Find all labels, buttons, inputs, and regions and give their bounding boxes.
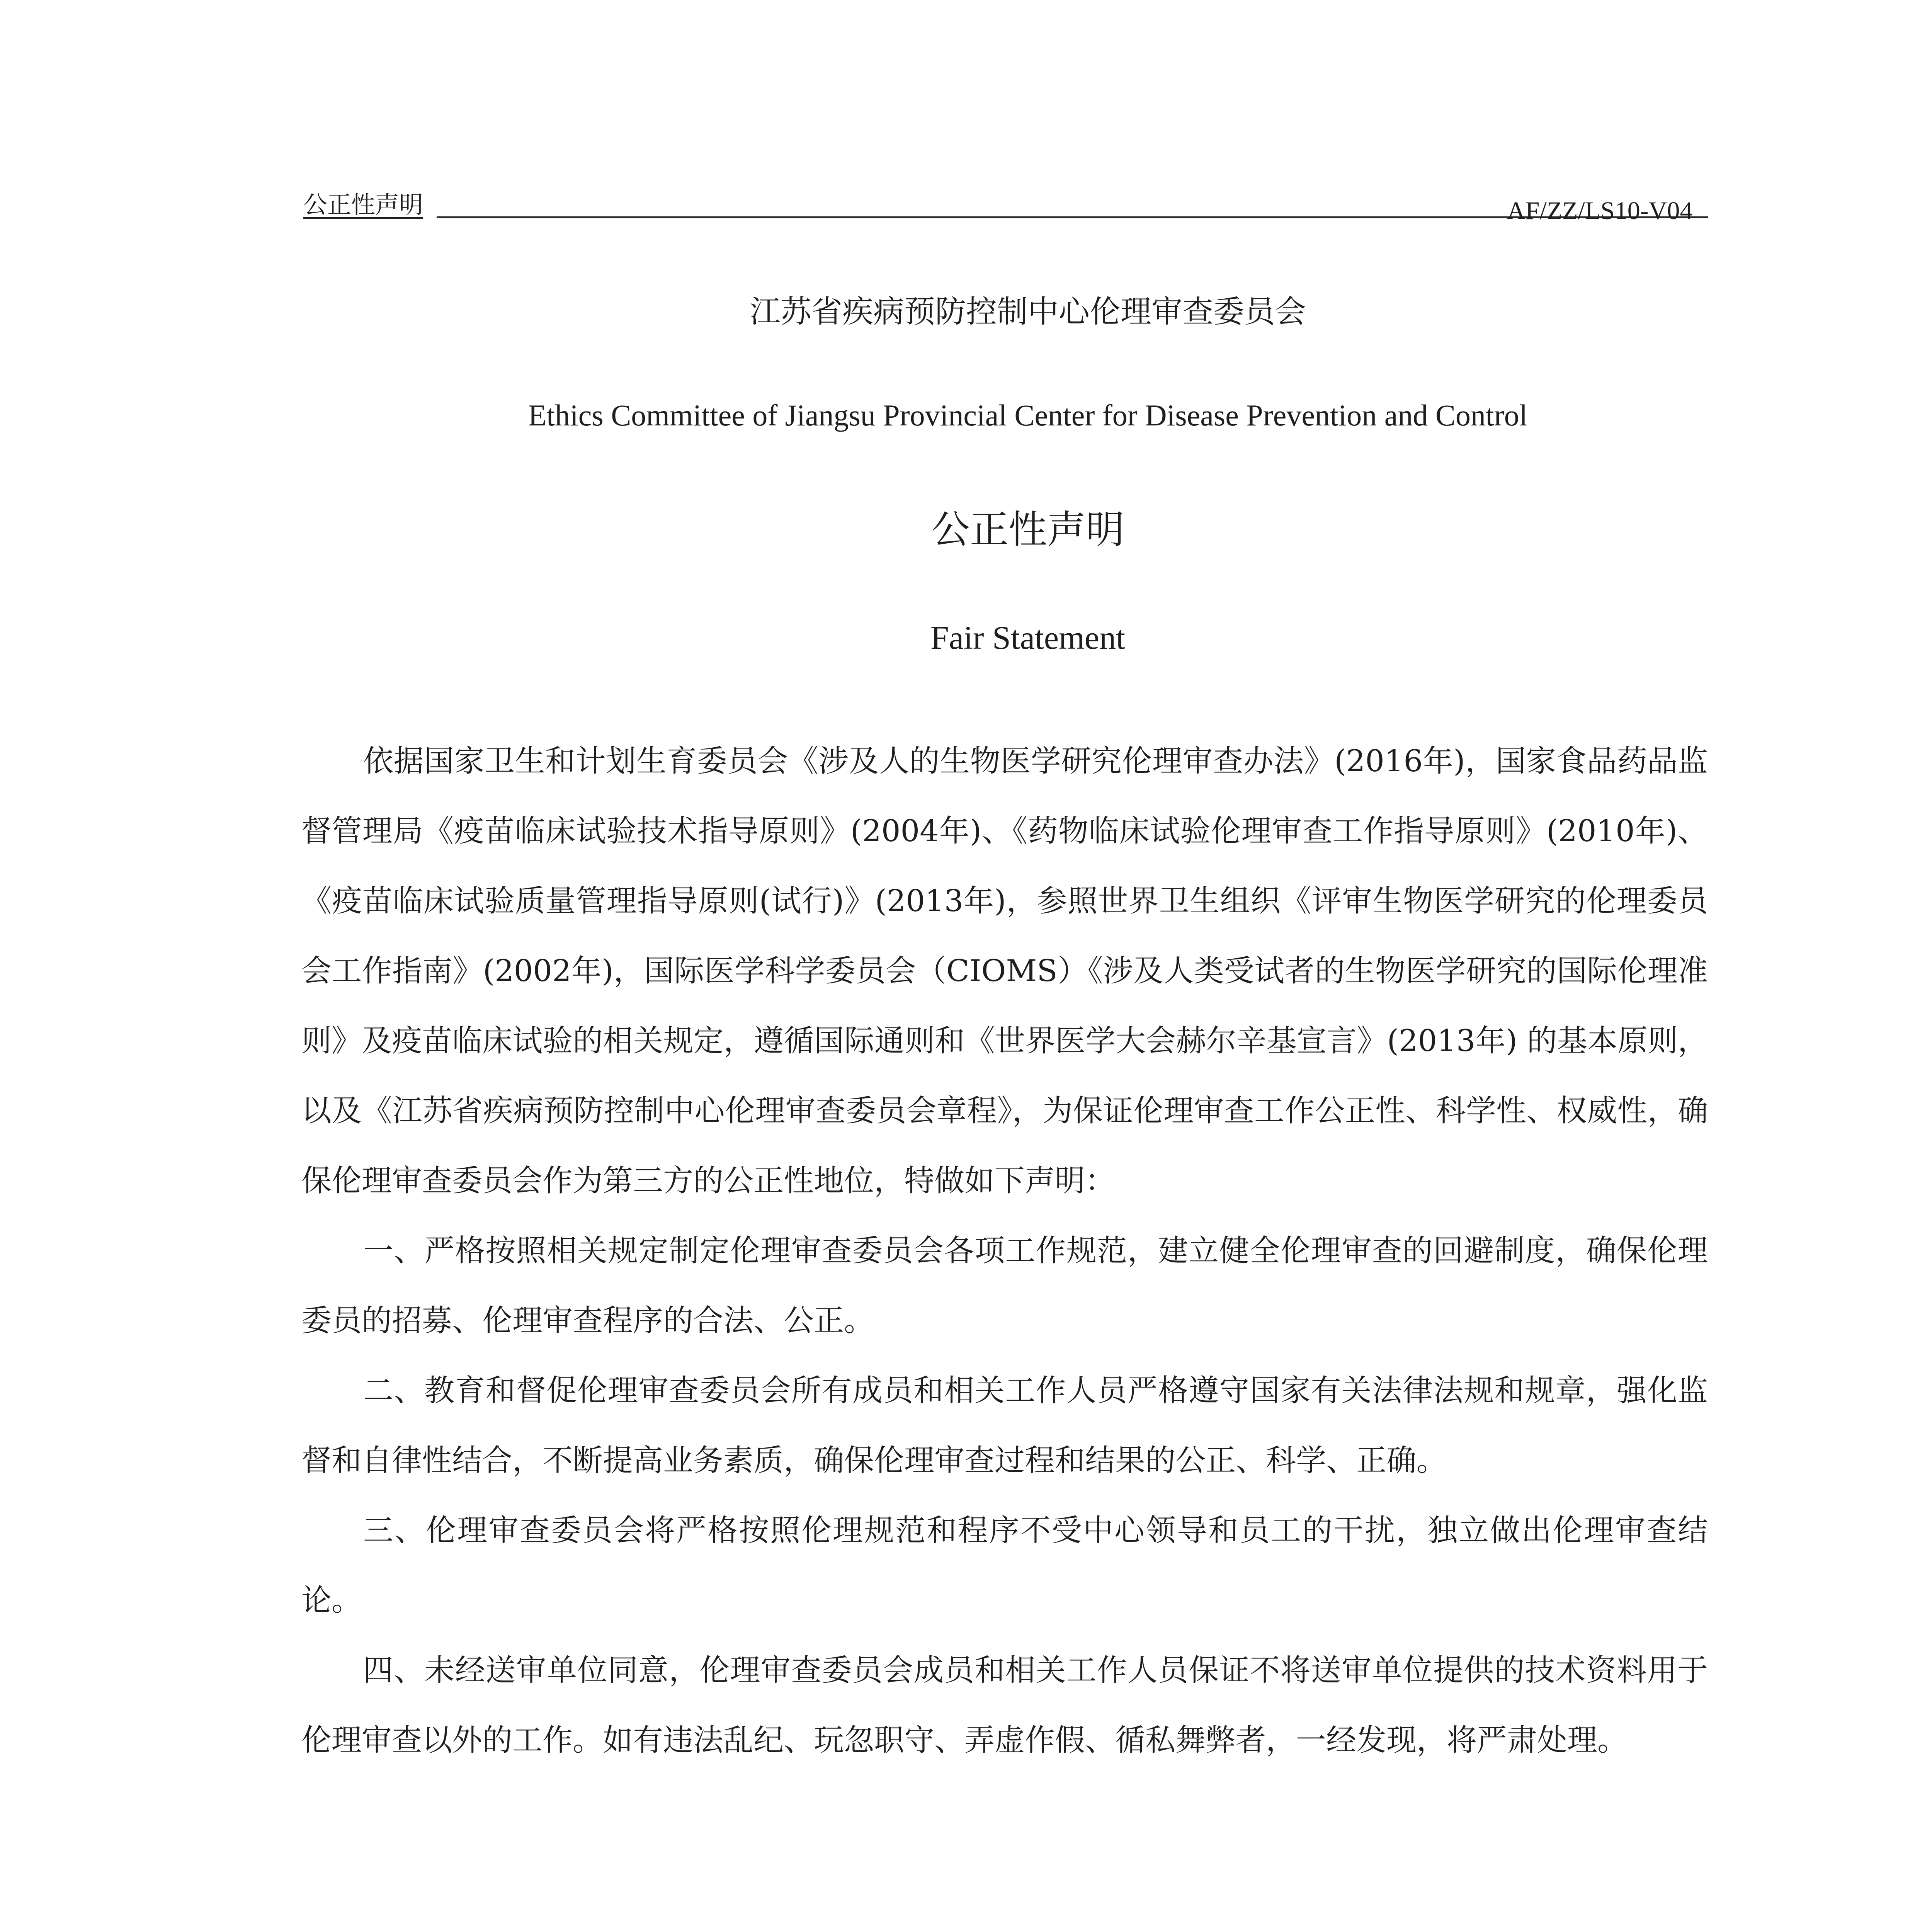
- paragraph-item-1: 一、严格按照相关规定制定伦理审查委员会各项工作规范，建立健全伦理审查的回避制度，确保伦理委员的招募、伦理审查程序的合法、公正。: [301, 1233, 1708, 1338]
- page-title-cn: 公正性声明: [931, 507, 1124, 552]
- header-doc-code: AF/ZZ/LS10-V04: [1507, 197, 1693, 225]
- header-doc-label: 公正性声明: [303, 190, 423, 219]
- paragraph-basis: 依据国家卫生和计划生育委员会《涉及人的生物医学研究伦理审查办法》(2016年)，国家食品药品监督管理局《疫苗临床试验技术指导原则》(2004年)、《药物临床试验伦理审查工作指导原则》(2010年)、《疫苗临床试验质量管理指导原则(试行)》(2013年)，参照世界卫生组织《评审生物医学研究的伦理委员会工作指南》(2002年)，国际医学科学委员会（CIOMS）《涉及人类受试者的生物医学研究的国际伦理准则》及疫苗临床试验的相关规定，遵循国际通则和《世界医学大会赫尔辛基宣言》(2013年) 的基本原则，以及《江苏省疾病预防控制中心伦理审查委员会章程》，为保证伦理审查工作公正性、科学性、权威性，确保伦理审查委员会作为第三方的公正性地位，特做如下声明：: [301, 744, 1708, 1198]
- organization-cn: 江苏省疾病预防控制中心伦理审查委员会: [750, 294, 1306, 330]
- statement-body: [301, 726, 1708, 1776]
- organization-en: Ethics Committee of Jiangsu Provincial Center for Disease Prevention and Control: [528, 398, 1528, 432]
- paragraph-item-3: 三、伦理审查委员会将严格按照伦理规范和程序不受中心领导和员工的干扰，独立做出伦理审查结论。: [301, 1513, 1708, 1618]
- page-title-en: Fair Statement: [930, 619, 1125, 656]
- paragraph-item-2: 二、教育和督促伦理审查委员会所有成员和相关工作人员严格遵守国家有关法律法规和规章，强化监督和自律性结合，不断提高业务素质，确保伦理审查过程和结果的公正、科学、正确。: [301, 1373, 1708, 1478]
- paragraph-item-4: 四、未经送审单位同意，伦理审查委员会成员和相关工作人员保证不将送审单位提供的技术资料用于伦理审查以外的工作。如有违法乱纪、玩忽职守、弄虚作假、循私舞弊者，一经发现，将严肃处理。: [301, 1653, 1708, 1758]
